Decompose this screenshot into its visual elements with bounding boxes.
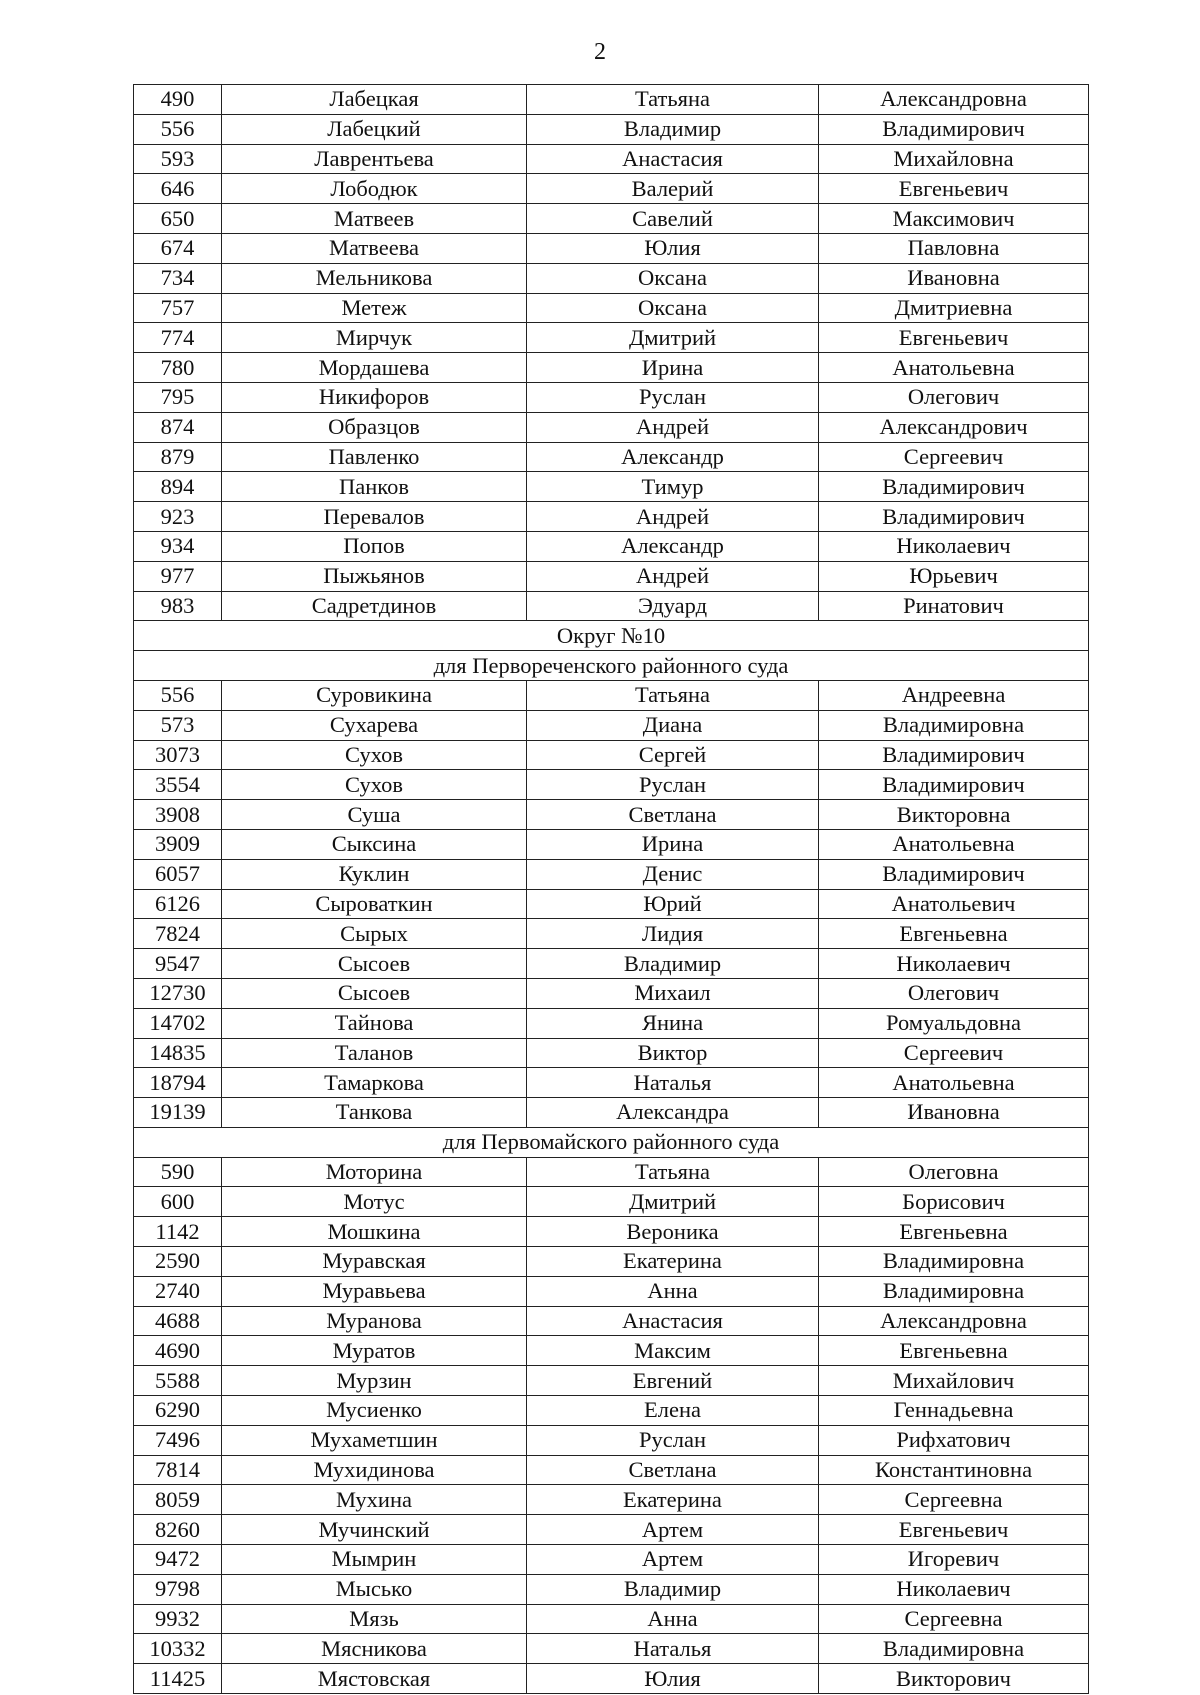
patronymic-cell: Сергеевич	[819, 442, 1089, 472]
last-name-cell: Тамаркова	[222, 1068, 527, 1098]
patronymic-cell: Юрьевич	[819, 561, 1089, 591]
first-name-cell: Юрий	[527, 889, 819, 919]
patronymic-cell: Владимирович	[819, 859, 1089, 889]
table-row	[134, 1664, 1089, 1694]
patronymic-cell: Сергеевич	[819, 1038, 1089, 1068]
section-heading-row	[134, 1127, 1089, 1157]
table-row	[134, 233, 1089, 263]
patronymic-cell: Ромуальдовна	[819, 1008, 1089, 1038]
patronymic-cell: Викторовна	[819, 800, 1089, 830]
last-name-cell: Таланов	[222, 1038, 527, 1068]
table-row	[134, 978, 1089, 1008]
record-number-cell: 9547	[134, 949, 222, 979]
patronymic-cell: Николаевич	[819, 531, 1089, 561]
last-name-cell: Танкова	[222, 1098, 527, 1128]
last-name-cell: Суша	[222, 800, 527, 830]
table-row	[134, 412, 1089, 442]
last-name-cell: Сыксина	[222, 829, 527, 859]
record-number-cell: 14702	[134, 1008, 222, 1038]
last-name-cell: Лободюк	[222, 174, 527, 204]
last-name-cell: Мошкина	[222, 1217, 527, 1247]
record-number-cell: 4690	[134, 1336, 222, 1366]
last-name-cell: Муратов	[222, 1336, 527, 1366]
record-number-cell: 780	[134, 353, 222, 383]
record-number-cell: 2740	[134, 1276, 222, 1306]
record-number-cell: 556	[134, 114, 222, 144]
last-name-cell: Лаврентьева	[222, 144, 527, 174]
last-name-cell: Матвеева	[222, 233, 527, 263]
record-number-cell: 593	[134, 144, 222, 174]
patronymic-cell: Владимирович	[819, 740, 1089, 770]
first-name-cell: Лидия	[527, 919, 819, 949]
first-name-cell: Эдуард	[527, 591, 819, 621]
record-number-cell: 19139	[134, 1098, 222, 1128]
record-number-cell: 556	[134, 680, 222, 710]
record-number-cell: 757	[134, 293, 222, 323]
table-row	[134, 829, 1089, 859]
record-number-cell: 3554	[134, 770, 222, 800]
first-name-cell: Диана	[527, 710, 819, 740]
table-row	[134, 472, 1089, 502]
last-name-cell: Сухов	[222, 740, 527, 770]
patronymic-cell: Михайловна	[819, 144, 1089, 174]
table-row	[134, 800, 1089, 830]
patronymic-cell: Анатольевич	[819, 889, 1089, 919]
record-number-cell: 795	[134, 382, 222, 412]
section-heading: для Первореченского районного суда	[134, 651, 1089, 681]
table-row	[134, 323, 1089, 353]
last-name-cell: Попов	[222, 531, 527, 561]
last-name-cell: Мястовская	[222, 1664, 527, 1694]
patronymic-cell: Дмитриевна	[819, 293, 1089, 323]
record-number-cell: 10332	[134, 1634, 222, 1664]
last-name-cell: Перевалов	[222, 502, 527, 532]
first-name-cell: Елена	[527, 1396, 819, 1426]
last-name-cell: Мучинский	[222, 1515, 527, 1545]
record-number-cell: 9932	[134, 1604, 222, 1634]
first-name-cell: Светлана	[527, 1455, 819, 1485]
last-name-cell: Мухина	[222, 1485, 527, 1515]
section-heading: Округ №10	[134, 621, 1089, 651]
record-number-cell: 12730	[134, 978, 222, 1008]
table-row	[134, 114, 1089, 144]
last-name-cell: Садретдинов	[222, 591, 527, 621]
first-name-cell: Анастасия	[527, 1306, 819, 1336]
table-row	[134, 770, 1089, 800]
record-number-cell: 3909	[134, 829, 222, 859]
patronymic-cell: Рифхатович	[819, 1425, 1089, 1455]
first-name-cell: Екатерина	[527, 1247, 819, 1277]
patronymic-cell: Евгеньевна	[819, 1217, 1089, 1247]
section-heading-row	[134, 621, 1089, 651]
record-number-cell: 774	[134, 323, 222, 353]
patronymic-cell: Евгеньевна	[819, 919, 1089, 949]
patronymic-cell: Александровна	[819, 1306, 1089, 1336]
first-name-cell: Янина	[527, 1008, 819, 1038]
patronymic-cell: Игоревич	[819, 1545, 1089, 1575]
patronymic-cell: Владимирович	[819, 472, 1089, 502]
first-name-cell: Владимир	[527, 949, 819, 979]
first-name-cell: Владимир	[527, 114, 819, 144]
record-number-cell: 977	[134, 561, 222, 591]
first-name-cell: Андрей	[527, 561, 819, 591]
last-name-cell: Мымрин	[222, 1545, 527, 1575]
table-row	[134, 204, 1089, 234]
first-name-cell: Оксана	[527, 263, 819, 293]
patronymic-cell: Максимович	[819, 204, 1089, 234]
first-name-cell: Артем	[527, 1515, 819, 1545]
table-row	[134, 353, 1089, 383]
patronymic-cell: Владимирович	[819, 114, 1089, 144]
patronymic-cell: Александрович	[819, 412, 1089, 442]
last-name-cell: Мордашева	[222, 353, 527, 383]
table-row	[134, 531, 1089, 561]
patronymic-cell: Андреевна	[819, 680, 1089, 710]
table-row	[134, 144, 1089, 174]
last-name-cell: Сыроваткин	[222, 889, 527, 919]
patronymic-cell: Борисович	[819, 1187, 1089, 1217]
record-number-cell: 7814	[134, 1455, 222, 1485]
last-name-cell: Метеж	[222, 293, 527, 323]
table-row	[134, 85, 1089, 115]
table-row	[134, 1455, 1089, 1485]
table-row	[134, 1038, 1089, 1068]
last-name-cell: Лабецкая	[222, 85, 527, 115]
first-name-cell: Дмитрий	[527, 323, 819, 353]
first-name-cell: Андрей	[527, 502, 819, 532]
record-number-cell: 7824	[134, 919, 222, 949]
first-name-cell: Вероника	[527, 1217, 819, 1247]
first-name-cell: Руслан	[527, 770, 819, 800]
table-row	[134, 680, 1089, 710]
first-name-cell: Валерий	[527, 174, 819, 204]
first-name-cell: Дмитрий	[527, 1187, 819, 1217]
record-number-cell: 18794	[134, 1068, 222, 1098]
last-name-cell: Сысоев	[222, 949, 527, 979]
patronymic-cell: Анатольевна	[819, 353, 1089, 383]
table-row	[134, 1634, 1089, 1664]
table-row	[134, 740, 1089, 770]
first-name-cell: Руслан	[527, 1425, 819, 1455]
patronymic-cell: Анатольевна	[819, 829, 1089, 859]
table-row	[134, 710, 1089, 740]
patronymic-cell: Евгеньевна	[819, 1336, 1089, 1366]
first-name-cell: Светлана	[527, 800, 819, 830]
record-number-cell: 7496	[134, 1425, 222, 1455]
table-row	[134, 1515, 1089, 1545]
record-number-cell: 894	[134, 472, 222, 502]
table-row	[134, 442, 1089, 472]
last-name-cell: Мухаметшин	[222, 1425, 527, 1455]
table-row	[134, 1574, 1089, 1604]
first-name-cell: Ирина	[527, 353, 819, 383]
patronymic-cell: Евгеньевич	[819, 323, 1089, 353]
first-name-cell: Оксана	[527, 293, 819, 323]
first-name-cell: Александра	[527, 1098, 819, 1128]
record-number-cell: 6126	[134, 889, 222, 919]
first-name-cell: Наталья	[527, 1068, 819, 1098]
record-number-cell: 879	[134, 442, 222, 472]
table-row	[134, 1485, 1089, 1515]
table-row	[134, 1425, 1089, 1455]
last-name-cell: Пыжьянов	[222, 561, 527, 591]
roster-body	[134, 85, 1089, 1694]
last-name-cell: Сырых	[222, 919, 527, 949]
table-row	[134, 1008, 1089, 1038]
table-row	[134, 591, 1089, 621]
first-name-cell: Юлия	[527, 1664, 819, 1694]
first-name-cell: Наталья	[527, 1634, 819, 1664]
table-row	[134, 1604, 1089, 1634]
record-number-cell: 9798	[134, 1574, 222, 1604]
record-number-cell: 934	[134, 531, 222, 561]
record-number-cell: 3908	[134, 800, 222, 830]
table-row	[134, 1306, 1089, 1336]
record-number-cell: 6290	[134, 1396, 222, 1426]
last-name-cell: Лабецкий	[222, 114, 527, 144]
table-row	[134, 1336, 1089, 1366]
record-number-cell: 2590	[134, 1247, 222, 1277]
last-name-cell: Никифоров	[222, 382, 527, 412]
first-name-cell: Денис	[527, 859, 819, 889]
table-row	[134, 1276, 1089, 1306]
patronymic-cell: Анатольевна	[819, 1068, 1089, 1098]
patronymic-cell: Николаевич	[819, 1574, 1089, 1604]
patronymic-cell: Владимирович	[819, 502, 1089, 532]
patronymic-cell: Михайлович	[819, 1366, 1089, 1396]
record-number-cell: 4688	[134, 1306, 222, 1336]
last-name-cell: Панков	[222, 472, 527, 502]
table-row	[134, 859, 1089, 889]
patronymic-cell: Викторович	[819, 1664, 1089, 1694]
first-name-cell: Татьяна	[527, 1157, 819, 1187]
table-row	[134, 561, 1089, 591]
last-name-cell: Муранова	[222, 1306, 527, 1336]
record-number-cell: 983	[134, 591, 222, 621]
record-number-cell: 734	[134, 263, 222, 293]
record-number-cell: 600	[134, 1187, 222, 1217]
record-number-cell: 5588	[134, 1366, 222, 1396]
record-number-cell: 14835	[134, 1038, 222, 1068]
table-row	[134, 1068, 1089, 1098]
first-name-cell: Тимур	[527, 472, 819, 502]
last-name-cell: Тайнова	[222, 1008, 527, 1038]
first-name-cell: Татьяна	[527, 85, 819, 115]
first-name-cell: Михаил	[527, 978, 819, 1008]
last-name-cell: Мельникова	[222, 263, 527, 293]
last-name-cell: Суровикина	[222, 680, 527, 710]
table-row	[134, 263, 1089, 293]
last-name-cell: Образцов	[222, 412, 527, 442]
first-name-cell: Екатерина	[527, 1485, 819, 1515]
first-name-cell: Александр	[527, 442, 819, 472]
record-number-cell: 490	[134, 85, 222, 115]
record-number-cell: 6057	[134, 859, 222, 889]
patronymic-cell: Сергеевна	[819, 1485, 1089, 1515]
patronymic-cell: Владимировна	[819, 1276, 1089, 1306]
table-row	[134, 1157, 1089, 1187]
patronymic-cell: Константиновна	[819, 1455, 1089, 1485]
last-name-cell: Сухов	[222, 770, 527, 800]
first-name-cell: Максим	[527, 1336, 819, 1366]
last-name-cell: Мусиенко	[222, 1396, 527, 1426]
table-row	[134, 1545, 1089, 1575]
patronymic-cell: Олеговна	[819, 1157, 1089, 1187]
last-name-cell: Мурзин	[222, 1366, 527, 1396]
table-row	[134, 889, 1089, 919]
table-row	[134, 1366, 1089, 1396]
last-name-cell: Муравская	[222, 1247, 527, 1277]
patronymic-cell: Сергеевна	[819, 1604, 1089, 1634]
first-name-cell: Виктор	[527, 1038, 819, 1068]
record-number-cell: 646	[134, 174, 222, 204]
last-name-cell: Мухидинова	[222, 1455, 527, 1485]
patronymic-cell: Ивановна	[819, 1098, 1089, 1128]
roster-table	[133, 84, 1089, 1694]
first-name-cell: Юлия	[527, 233, 819, 263]
table-row	[134, 1217, 1089, 1247]
last-name-cell: Мирчук	[222, 323, 527, 353]
patronymic-cell: Олегович	[819, 978, 1089, 1008]
patronymic-cell: Олегович	[819, 382, 1089, 412]
table-row	[134, 293, 1089, 323]
last-name-cell: Сухарева	[222, 710, 527, 740]
record-number-cell: 923	[134, 502, 222, 532]
patronymic-cell: Владимирович	[819, 770, 1089, 800]
record-number-cell: 11425	[134, 1664, 222, 1694]
patronymic-cell: Евгеньевич	[819, 1515, 1089, 1545]
record-number-cell: 1142	[134, 1217, 222, 1247]
first-name-cell: Сергей	[527, 740, 819, 770]
first-name-cell: Анастасия	[527, 144, 819, 174]
patronymic-cell: Владимировна	[819, 710, 1089, 740]
record-number-cell: 3073	[134, 740, 222, 770]
patronymic-cell: Павловна	[819, 233, 1089, 263]
table-row	[134, 174, 1089, 204]
first-name-cell: Анна	[527, 1276, 819, 1306]
section-heading-row	[134, 651, 1089, 681]
table-row	[134, 1098, 1089, 1128]
record-number-cell: 8260	[134, 1515, 222, 1545]
last-name-cell: Мысько	[222, 1574, 527, 1604]
table-row	[134, 949, 1089, 979]
first-name-cell: Ирина	[527, 829, 819, 859]
section-heading: для Первомайского районного суда	[134, 1127, 1089, 1157]
last-name-cell: Павленко	[222, 442, 527, 472]
record-number-cell: 674	[134, 233, 222, 263]
record-number-cell: 650	[134, 204, 222, 234]
record-number-cell: 9472	[134, 1545, 222, 1575]
record-number-cell: 874	[134, 412, 222, 442]
last-name-cell: Мясникова	[222, 1634, 527, 1664]
patronymic-cell: Ринатович	[819, 591, 1089, 621]
patronymic-cell: Александровна	[819, 85, 1089, 115]
first-name-cell: Евгений	[527, 1366, 819, 1396]
first-name-cell: Владимир	[527, 1574, 819, 1604]
patronymic-cell: Николаевич	[819, 949, 1089, 979]
table-row	[134, 1187, 1089, 1217]
last-name-cell: Мязь	[222, 1604, 527, 1634]
patronymic-cell: Ивановна	[819, 263, 1089, 293]
last-name-cell: Сысоев	[222, 978, 527, 1008]
first-name-cell: Савелий	[527, 204, 819, 234]
first-name-cell: Александр	[527, 531, 819, 561]
table-row	[134, 1396, 1089, 1426]
record-number-cell: 590	[134, 1157, 222, 1187]
last-name-cell: Мотус	[222, 1187, 527, 1217]
table-row	[134, 919, 1089, 949]
patronymic-cell: Геннадьевна	[819, 1396, 1089, 1426]
table-row	[134, 502, 1089, 532]
last-name-cell: Куклин	[222, 859, 527, 889]
patronymic-cell: Владимировна	[819, 1247, 1089, 1277]
record-number-cell: 8059	[134, 1485, 222, 1515]
first-name-cell: Андрей	[527, 412, 819, 442]
table-row	[134, 1247, 1089, 1277]
last-name-cell: Моторина	[222, 1157, 527, 1187]
first-name-cell: Артем	[527, 1545, 819, 1575]
first-name-cell: Руслан	[527, 382, 819, 412]
table-row	[134, 382, 1089, 412]
patronymic-cell: Владимировна	[819, 1634, 1089, 1664]
first-name-cell: Анна	[527, 1604, 819, 1634]
page-number: 2	[594, 39, 606, 65]
record-number-cell: 573	[134, 710, 222, 740]
last-name-cell: Матвеев	[222, 204, 527, 234]
first-name-cell: Татьяна	[527, 680, 819, 710]
patronymic-cell: Евгеньевич	[819, 174, 1089, 204]
last-name-cell: Муравьева	[222, 1276, 527, 1306]
